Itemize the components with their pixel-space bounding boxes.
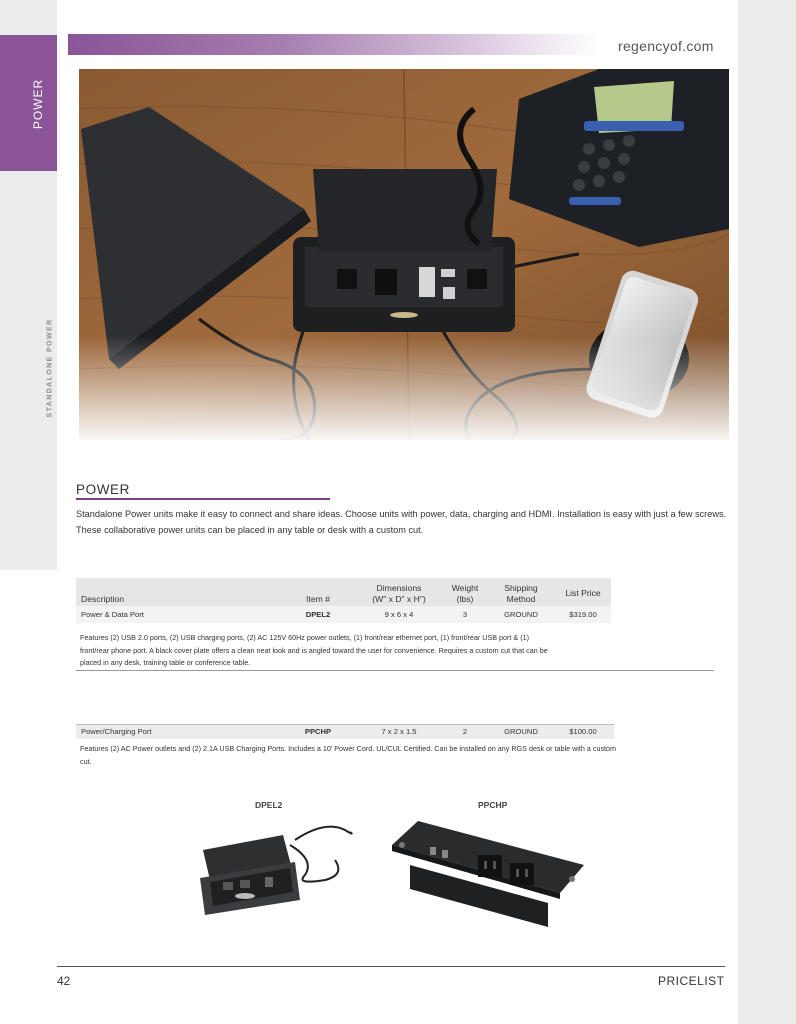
footer-rule [57,966,725,967]
row-details: Features (2) USB 2.0 ports, (2) USB charging ports, (2) AC 125V 60Hz power outlets, (1) front/rear ethernet port, (1) front/rear USB port & (1) front/rear phone port. A black cover plate offers a clean neat look and is angled toward the user for convenience. Requires a custom cut that can be placed in any desk, training table or conference table. [80,633,548,667]
cell-price: $100.00 [569,727,597,736]
header-description: Description [81,594,124,604]
header-gradient-bar [68,34,598,55]
section-title-underline [76,498,330,500]
header-shipping-line2: Method [506,594,536,604]
ppchp-product-image [388,815,588,933]
header-weight-line2: (lbs) [456,594,474,604]
hero-photo [79,69,729,440]
sidebar-section-label: STANDALONE POWER [46,318,54,418]
footer-label: PRICELIST [658,974,725,988]
cell-description: Power & Data Port [81,610,144,619]
header-price: List Price [565,588,601,598]
header-dimensions-line2: (W" x D" x H") [372,594,426,604]
header-shipping [494,583,548,605]
header-shipping-line1: Shipping [504,583,538,593]
cell-dimensions: 9 x 6 x 4 [384,610,414,619]
cell-dimensions: 7 x 2 x 1.5 [381,727,417,736]
header-weight-line1: Weight [451,583,479,593]
section-title: POWER [76,482,131,497]
row-divider [76,670,714,671]
sidebar-category-tab [0,35,57,171]
header-dimensions-line1: Dimensions [376,583,422,593]
page-number: 42 [57,974,71,988]
cell-shipping: GROUND [504,610,538,619]
header-weight [444,583,486,605]
dpel2-product-image [195,820,360,920]
cell-weight: 2 [462,727,468,736]
table-row [76,606,611,623]
product-label-dpel2: DPEL2 [255,800,283,810]
cell-item: PPCHP [304,727,332,736]
table-header [76,578,611,606]
section-intro: Standalone Power units make it easy to connect and share ideas. Choose units with power, data, charging and HDMI. Installation is easy with just a few screws. These collaborative power units can be placed in any table or desk with a custom cut. [76,509,727,535]
right-margin-strip [738,0,796,1024]
table-row [76,724,614,739]
product-label-ppchp: PPCHP [478,800,508,810]
site-url: regencyof.com [618,38,714,54]
cell-shipping: GROUND [504,727,538,736]
cell-description: Power/Charging Port [81,727,152,736]
sidebar-category-label: POWER [31,78,45,130]
row-details: Features (2) AC Power outlets and (2) 2.1A USB Charging Ports. Includes a 10' Power Cord. UL/CUL Certified. Can be installed on any RGS desk or table with a custom cut. [80,744,617,766]
cell-item: DPEL2 [305,610,331,619]
header-dimensions [354,583,444,605]
header-item: Item # [306,594,330,604]
cell-weight: 3 [462,610,468,619]
cell-price: $319.00 [569,610,597,619]
